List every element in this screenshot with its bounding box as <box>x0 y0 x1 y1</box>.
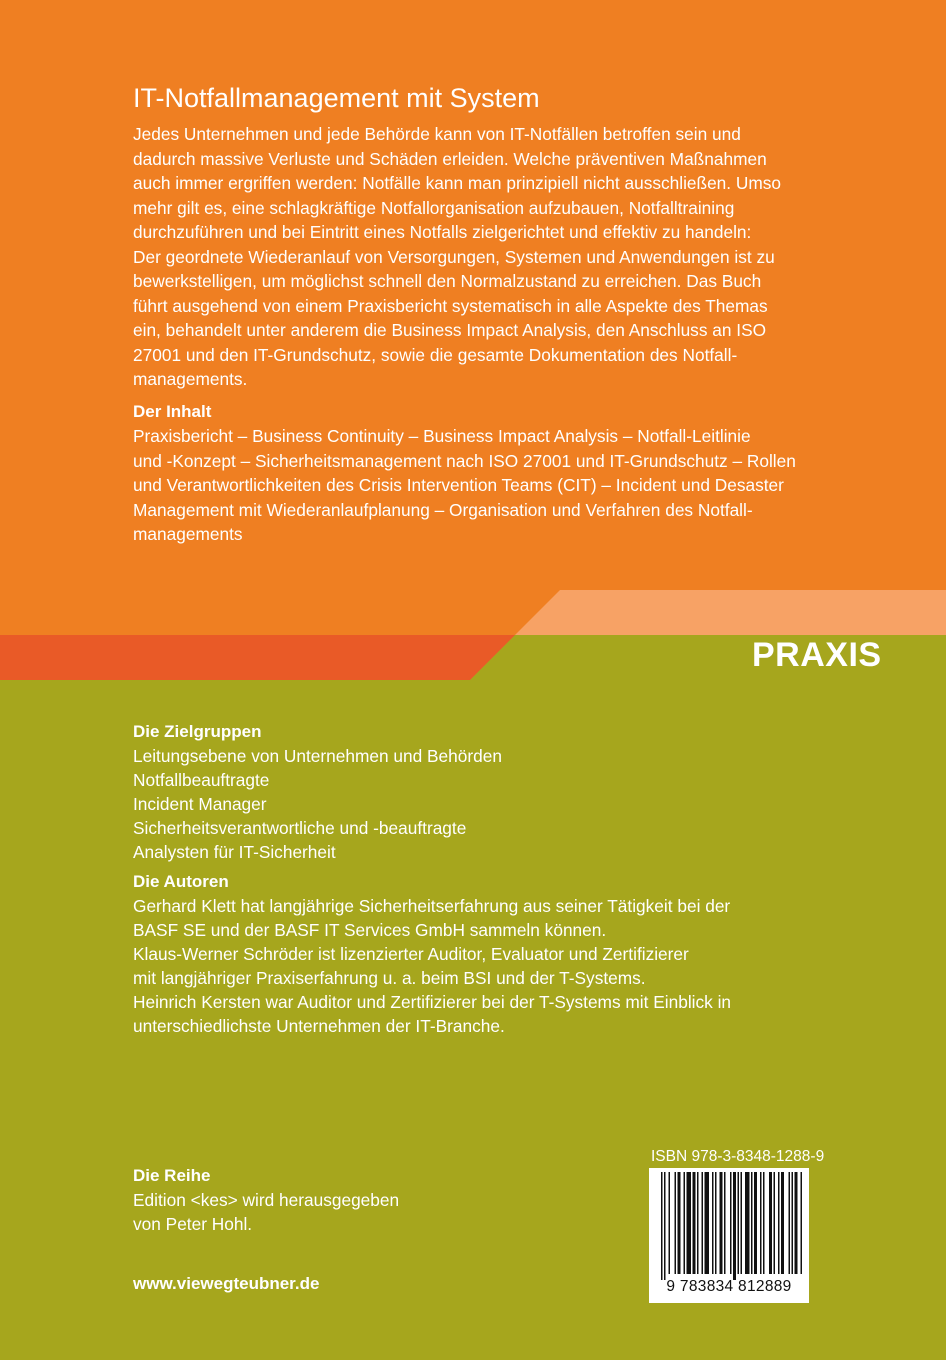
intro-line: durchzuführen und bei Eintritt eines Notfalls zielgerichtet und effektiv zu handeln: <box>133 222 752 242</box>
inhalt-line: managements <box>133 524 243 544</box>
autoren-heading: Die Autoren <box>133 872 229 891</box>
zielgruppe-item: Sicherheitsverantwortliche und -beauftragte <box>133 818 467 838</box>
barcode-bar <box>724 1172 726 1274</box>
intro-line: 27001 und den IT-Grundschutz, sowie die gesamte Dokumentation des Notfall- <box>133 344 738 365</box>
intro-line: mehr gilt es, eine schlagkräftige Notfallorganisation aufzubauen, Notfalltraining <box>133 197 735 218</box>
barcode-bar <box>738 1172 740 1274</box>
barcode-bar <box>763 1172 765 1274</box>
intro-paragraph <box>133 122 853 392</box>
autoren-line: unterschiedlichste Unternehmen der IT-Branche. <box>133 1016 505 1036</box>
barcode-bar <box>769 1172 772 1274</box>
barcode-bar <box>741 1172 743 1274</box>
reihe-heading: Die Reihe <box>133 1166 211 1185</box>
intro-line: dadurch massive Verluste und Schäden erleiden. Welche präventiven Maßnahmen <box>133 148 767 169</box>
intro-line: Jedes Unternehmen und jede Behörde kann von IT-Notfällen betroffen sein und <box>133 124 741 144</box>
zielgruppen-heading: Die Zielgruppen <box>133 722 262 741</box>
band-light-stripe <box>515 590 946 635</box>
reihe-line: von Peter Hohl. <box>133 1214 253 1234</box>
barcode-bar <box>774 1172 776 1274</box>
zielgruppe-item: Notfallbeauftragte <box>133 770 270 790</box>
band-dark-stripe <box>0 635 515 680</box>
barcode-bar <box>754 1172 757 1274</box>
barcode-bar <box>792 1172 794 1274</box>
zielgruppen-section <box>133 720 853 864</box>
barcode-bar <box>745 1172 750 1274</box>
autoren-text <box>133 894 853 1038</box>
barcode-bar <box>733 1172 736 1280</box>
isbn-label: ISBN 978-3-8348-1288-9 <box>651 1148 825 1165</box>
barcode-bar <box>760 1172 762 1274</box>
barcode-bar <box>781 1172 784 1274</box>
inhalt-text <box>133 424 853 547</box>
zielgruppen-list <box>133 744 853 864</box>
barcode-bar <box>678 1172 681 1274</box>
barcode <box>649 1168 809 1303</box>
barcode-bars <box>649 1168 809 1280</box>
barcode-bar <box>664 1172 666 1280</box>
barcode-digits: 9 783834 812889 <box>666 1278 792 1295</box>
barcode-bar <box>675 1172 677 1274</box>
barcode-bar <box>720 1172 723 1274</box>
barcode-bar <box>702 1172 704 1274</box>
intro-line: managements. <box>133 369 248 389</box>
barcode-bar <box>712 1172 714 1274</box>
barcode-bar <box>778 1172 780 1274</box>
reihe-line: Edition <kes> wird herausgegeben <box>133 1190 400 1210</box>
barcode-bar <box>693 1172 696 1274</box>
autoren-line: Heinrich Kersten war Auditor und Zertifizierer bei der T-Systems mit Einblick in <box>133 992 732 1012</box>
barcode-bar <box>705 1172 710 1274</box>
barcode-bar <box>684 1172 686 1274</box>
inhalt-line: und Verantwortlichkeiten des Crisis Intervention Teams (CIT) – Incident und Desaster <box>133 475 784 495</box>
autoren-line: Gerhard Klett hat langjährige Sicherheitserfahrung aus seiner Tätigkeit bei der <box>133 896 731 916</box>
inhalt-line: und -Konzept – Sicherheitsmanagement nach ISO 27001 und IT-Grundschutz – Rollen <box>133 450 796 471</box>
intro-line: ein, behandelt unter anderem die Business Impact Analysis, den Anschluss an ISO <box>133 320 767 340</box>
autoren-line: BASF SE und der BASF IT Services GmbH sammeln können. <box>133 920 607 940</box>
autoren-line: mit langjähriger Praxiserfahrung u. a. beim BSI und der T-Systems. <box>133 968 646 988</box>
inhalt-heading: Der Inhalt <box>133 402 212 421</box>
intro-line: bewerkstelligen, um möglichst schnell den Normalzustand zu erreichen. Das Buch <box>133 271 762 291</box>
autoren-line: Klaus-Werner Schröder ist lizenzierter Auditor, Evaluator und Zertifizierer <box>133 944 689 964</box>
book-title: IT-Notfallmanagement mit System <box>133 83 540 113</box>
autoren-section <box>133 870 853 1038</box>
barcode-bar <box>661 1172 663 1280</box>
praxis-label: PRAXIS <box>752 636 882 674</box>
zielgruppe-item: Leitungsebene von Unternehmen und Behörden <box>133 746 502 766</box>
barcode-bar <box>789 1172 791 1274</box>
intro-line: auch immer ergriffen werden: Notfälle kann man prinzipiell nicht ausschließen. Umso <box>133 173 782 193</box>
intro-line: führt ausgehend von einem Praxisbericht systematisch in alle Aspekte des Themas <box>133 295 768 316</box>
barcode-bar <box>730 1172 732 1274</box>
barcode-bar <box>715 1172 717 1274</box>
inhalt-section <box>133 400 853 547</box>
barcode-bar <box>795 1172 798 1274</box>
intro-line: Der geordnete Wiederanlauf von Versorgungen, Systemen und Anwendungen ist zu <box>133 246 775 267</box>
barcode-bar <box>697 1172 699 1274</box>
barcode-bar <box>687 1172 692 1274</box>
publisher-url[interactable]: www.viewegteubner.de <box>133 1274 320 1293</box>
barcode-bar <box>669 1172 671 1274</box>
inhalt-line: Management mit Wiederanlaufplanung – Organisation und Verfahren des Notfall- <box>133 499 753 520</box>
barcode-bar <box>801 1172 803 1274</box>
barcode-bar <box>751 1172 753 1274</box>
zielgruppe-item: Incident Manager <box>133 794 267 814</box>
zielgruppe-item: Analysten für IT-Sicherheit <box>133 842 336 862</box>
inhalt-line: Praxisbericht – Business Continuity – Business Impact Analysis – Notfall-Leitlinie <box>133 426 751 446</box>
